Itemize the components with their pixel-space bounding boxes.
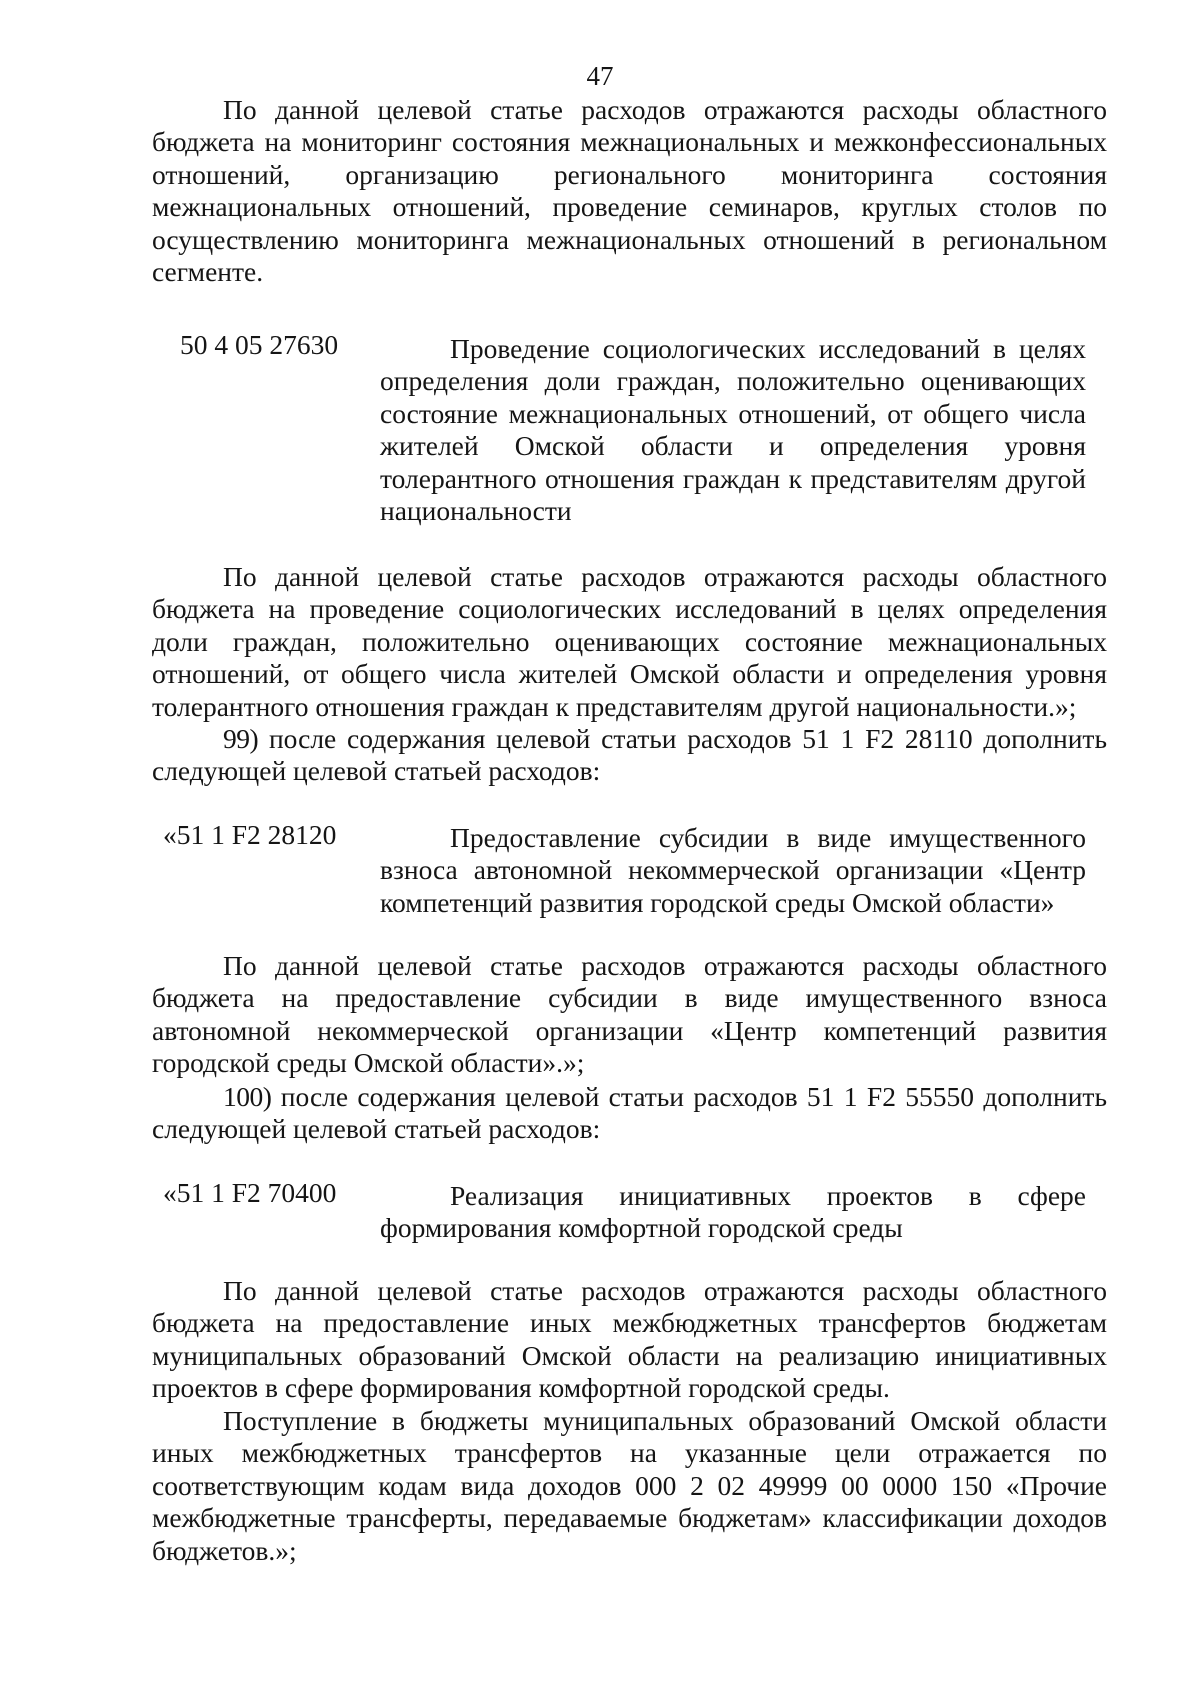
budget-code-50-4-05-27630: 50 4 05 27630 (180, 329, 339, 360)
list-item-text: после содержания целевой статьи расходов 51 1 F2 55550 дополнить следующей целевой статьей расходов: (152, 1081, 1107, 1145)
list-item-99 (152, 723, 1107, 788)
list-item-number: 100) (223, 1081, 272, 1112)
paragraph-revenue-receipt: Поступление в бюджеты муниципальных образований Омской области иных межбюджетных трансфертов на указанные цели отражается по соответствующим кодам вида доходов 000 2 02 49999 00 0000 150 «Прочие межбюджетные трансферты, передаваемые бюджетам» классификации доходов бюджетов.»; (152, 1405, 1107, 1566)
page-number: 47 (586, 61, 614, 91)
list-item-text: после содержания целевой статьи расходов 51 1 F2 28110 дополнить следующей целевой статьей расходов: (152, 723, 1107, 787)
paragraph-initiative-projects: По данной целевой статье расходов отражаются расходы областного бюджета на предоставление иных межбюджетных трансфертов бюджетам муниципальных образований Омской области на реализацию инициативных проектов в сфере формирования комфортной городской среды. (152, 1275, 1107, 1404)
budget-code-51-1-F2-70400: «51 1 F2 70400 (163, 1177, 337, 1208)
budget-item-title-initiative-projects: Реализация инициативных проектов в сфере формирования комфортной городской среды (380, 1180, 1086, 1244)
list-item-100 (152, 1081, 1107, 1146)
list-item-number: 99) (223, 723, 259, 754)
paragraph-sociological-research: По данной целевой статье расходов отражаются расходы областного бюджета на проведение социологических исследований в целях определения доли граждан, положительно оценивающих состояние межнациональных отношений, от общего числа жителей Омской области и определения уровня толерантного отношения граждан к представителям другой национальности.»; (152, 561, 1107, 722)
budget-item-title-sociological-research: Проведение социологических исследований в целях определения доли граждан, положительно оценивающих состояние межнациональных отношений, от общего числа жителей Омской области и определения уровня толерантного отношения граждан к представителям другой национальности (380, 333, 1086, 527)
paragraph-subsidy: По данной целевой статье расходов отражаются расходы областного бюджета на предоставление субсидии в виде имущественного взноса автономной некоммерческой организации «Центр компетенций развития городской среды Омской области».»; (152, 950, 1107, 1079)
paragraph-monitoring: По данной целевой статье расходов отражаются расходы областного бюджета на мониторинг состояния межнациональных и межконфессиональных отношений, организацию регионального мониторинга состояния межнациональных отношений, проведение семинаров, круглых столов по осуществлению мониторинга межнациональных отношений в региональном сегменте. (152, 94, 1107, 288)
budget-item-title-subsidy: Предоставление субсидии в виде имущественного взноса автономной некоммерческой организации «Центр компетенций развития городской среды Омской области» (380, 822, 1086, 918)
budget-code-51-1-F2-28120: «51 1 F2 28120 (163, 819, 337, 850)
